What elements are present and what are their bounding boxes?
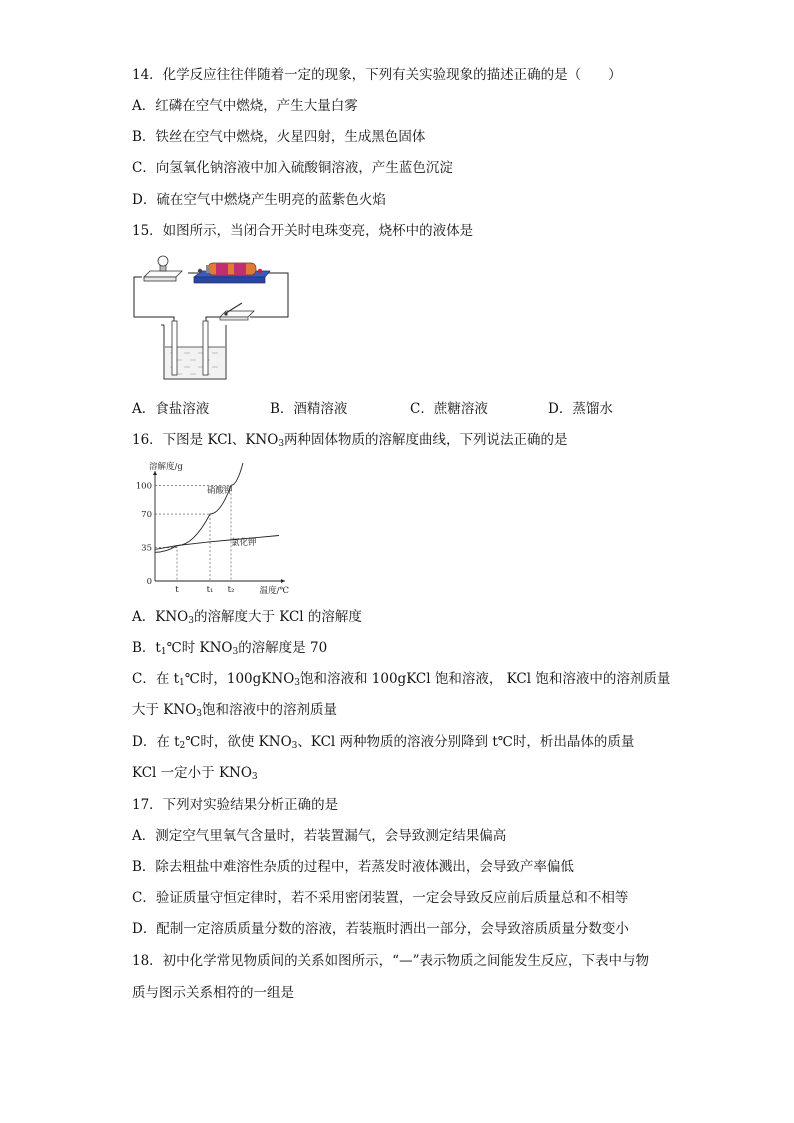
- q16-option-a: A．$KNO_3$的溶解度大于 KCl 的溶解度: [132, 609, 362, 626]
- q17-option-d: D．配制一定溶质质量分数的溶液，若装瓶时洒出一部分，会导致溶质质量分数变小: [132, 921, 629, 937]
- x-tick-label: t₁: [206, 585, 214, 595]
- y-tick-label: 35: [141, 543, 152, 554]
- q14-option-b: B．铁丝在空气中燃烧，火星四射，生成黑色固体: [132, 129, 426, 145]
- y-tick-label: 100: [135, 481, 152, 492]
- y-tick-label: 0: [146, 577, 152, 587]
- q16-option-d-line1: D．在 $t_2℃$时，欲使 $KNO_3$、KCl 两种物质的溶液分别降到 t℃时，析出晶体的质量: [132, 734, 635, 751]
- q17-option-a: A．测定空气里氧气含量时，若装置漏气，会导致测定结果偏高: [132, 828, 507, 844]
- q16-option-b: B．$t_1℃$时 $KNO_3$的溶解度是 70: [132, 640, 328, 657]
- x-axis-arrow: [281, 579, 285, 583]
- q16-option-c-line2: 大于 $KNO_3$饱和溶液中的溶剂质量: [132, 702, 337, 719]
- series-line-kno3: [155, 463, 243, 552]
- q18-stem-line1: 18．初中化学常见物质间的关系如图所示，“—”表示物质之间能发生反应，下表中与物: [132, 953, 649, 969]
- series-label-kcl: 氯化钾: [231, 538, 257, 548]
- q14-option-c: C．向氢氧化钠溶液中加入硫酸铜溶液，产生蓝色沉淀: [132, 160, 453, 176]
- x-tick-label: t₂: [227, 585, 235, 595]
- x-tick-label: t: [175, 585, 179, 595]
- q18-stem-line2: 质与图示关系相符的一组是: [132, 985, 294, 1001]
- series-label-kno3: 硝酸钾: [207, 486, 233, 496]
- q14-stem: 14．化学反应往往伴随着一定的现象，下列有关实验现象的描述正确的是（ ）: [132, 67, 622, 83]
- q16-option-c-line1: C．在 $t_1℃$时，100gKNO$_3$饱和溶液和 100gKCl 饱和溶液， KCl 饱和溶液中的溶剂质量: [132, 671, 671, 688]
- q14-option-d: D．硫在空气中燃烧产生明亮的蓝紫色火焰: [132, 192, 386, 208]
- q15-option-a: A．食盐溶液: [132, 401, 210, 417]
- y-tick-label: 70: [141, 510, 152, 521]
- solubility-chart: [135, 459, 295, 597]
- circuit-diagram: [130, 255, 295, 383]
- q15-option-b: B．酒精溶液: [270, 401, 348, 417]
- q16-stem: 16．下图是 KCl、$KNO_3$两种固体物质的溶解度曲线，下列说法正确的是: [132, 432, 568, 449]
- y-axis-label: 溶解度/g: [149, 462, 183, 472]
- q17-stem: 17．下列对实验结果分析正确的是: [132, 797, 339, 813]
- q15-option-d: D．蒸馏水: [548, 401, 613, 417]
- x-axis-label: 温度/℃: [259, 586, 289, 596]
- q14-option-a: A．红磷在空气中燃烧，产生大量白雾: [132, 98, 358, 114]
- q17-option-b: B．除去粗盐中难溶性杂质的过程中，若蒸发时液体溅出，会导致产率偏低: [132, 859, 574, 875]
- q15-option-c: C．蔗糖溶液: [410, 401, 488, 417]
- q16-option-d-line2: KCl 一定小于 $KNO_3$: [132, 765, 258, 782]
- q17-option-c: C．验证质量守恒定律时，若不采用密闭装置，一定会导致反应前后质量总和不相等: [132, 890, 629, 906]
- q15-stem: 15．如图所示，当闭合开关时电珠变亮，烧杯中的液体是: [132, 223, 474, 239]
